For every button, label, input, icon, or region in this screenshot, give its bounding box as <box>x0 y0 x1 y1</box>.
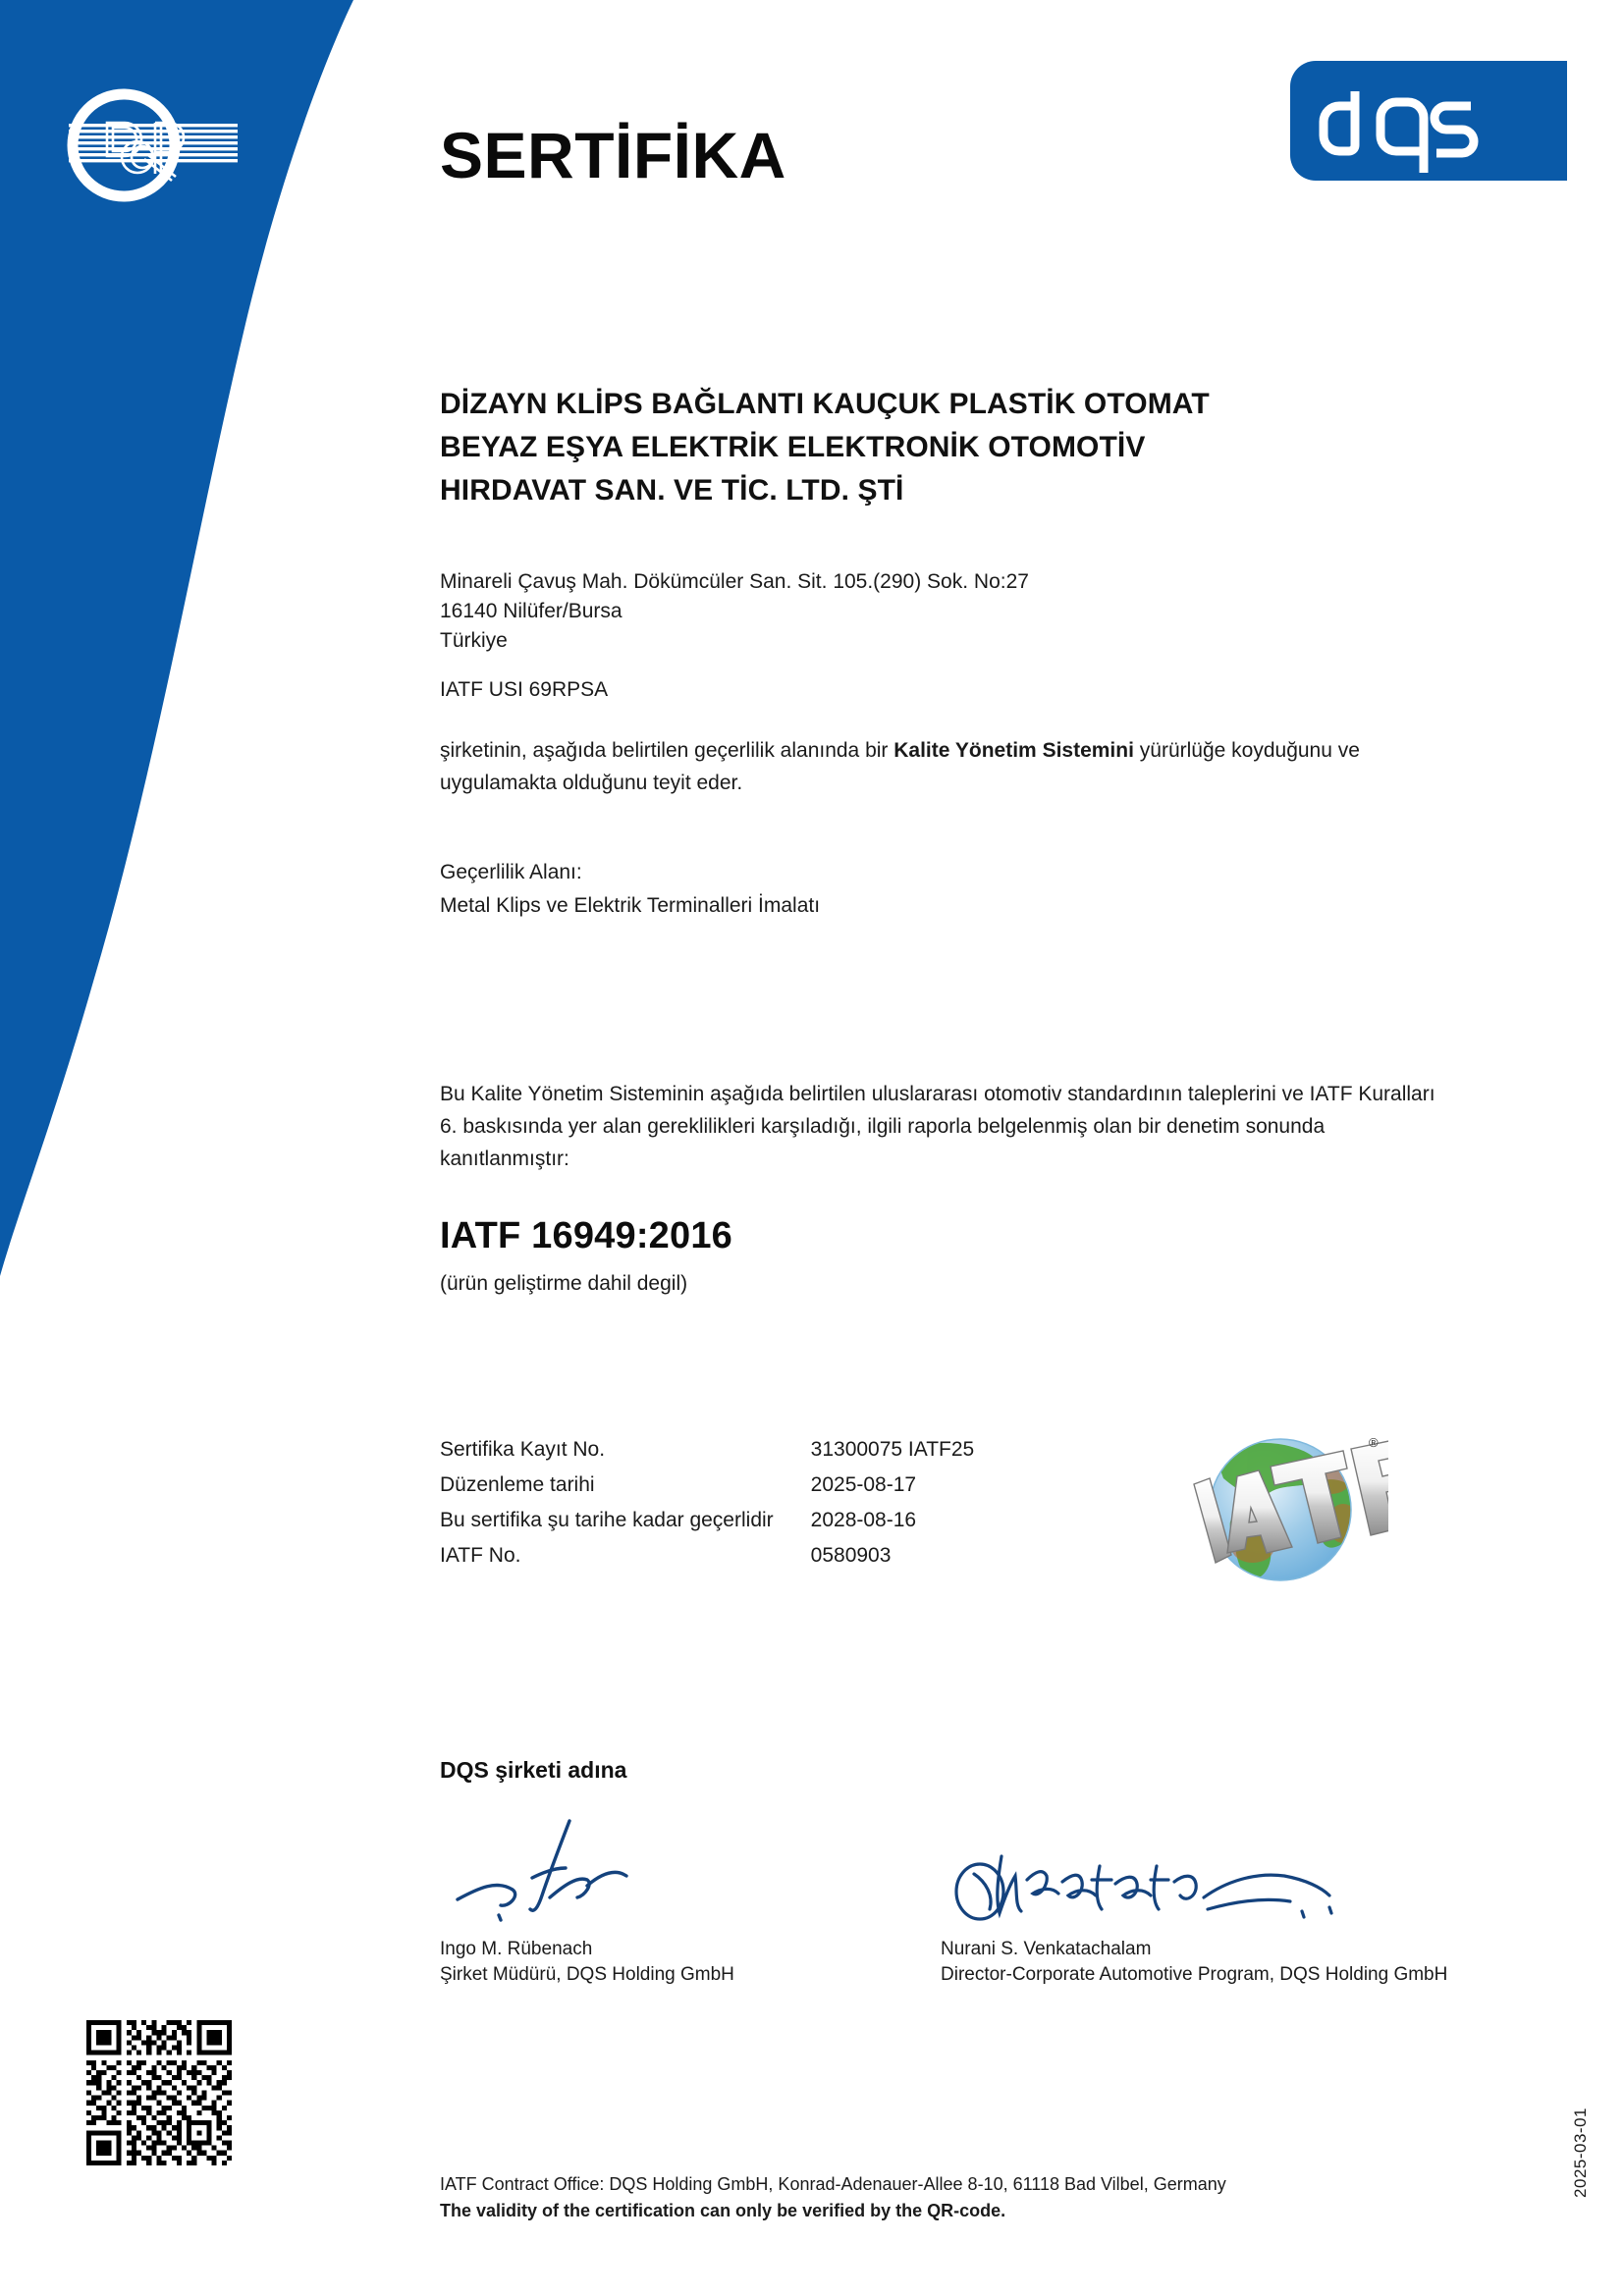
signatory-name: Nurani S. Venkatachalam <box>941 1939 1152 1959</box>
address-line: 16140 Nilüfer/Bursa <box>440 600 623 622</box>
dqs-seal-icon <box>53 77 249 214</box>
footer-validity-note: The validity of the certification can only be verified by the QR-code. <box>440 2201 1006 2220</box>
detail-label: Düzenleme tarihi <box>440 1473 595 1496</box>
detail-value: 2028-08-16 <box>810 1509 917 1531</box>
detail-value: 2025-08-17 <box>810 1473 917 1496</box>
footer <box>440 2171 1422 2224</box>
table-row <box>440 1509 974 1544</box>
detail-value: 0580903 <box>810 1544 892 1567</box>
scope-label: Geçerlilik Alanı: <box>440 861 582 883</box>
detail-label: Bu sertifika şu tarihe kadar geçerlidir <box>440 1509 774 1531</box>
signature-image-venkatachalam <box>941 1811 1530 1929</box>
revision-date: 2025-03-01 <box>1571 2108 1590 2198</box>
confirmation-paragraph <box>440 734 1382 799</box>
standard-name: IATF 16949:2016 <box>440 1215 733 1256</box>
signatory-name: Ingo M. Rübenach <box>440 1939 593 1959</box>
table-row <box>440 1473 974 1509</box>
signature-heading: DQS şirketi adına <box>440 1757 627 1783</box>
signatory-role: Director-Corporate Automotive Program, DQS Holding GmbH <box>941 1964 1448 1985</box>
proof-paragraph: Bu Kalite Yönetim Sisteminin aşağıda belirtilen uluslararası otomotiv standardının taleplerini ve IATF Kuralları 6. baskısında yer alan gereklilikleri karşıladığı, ilgili raporla belgelenmiş olan bir denetim sonunda kanıtlanmıştır: <box>440 1083 1435 1170</box>
organization-name <box>440 383 1441 512</box>
scope-text: Metal Klips ve Elektrik Terminalleri İmalatı <box>440 894 821 917</box>
address-line: Minareli Çavuş Mah. Dökümcüler San. Sit. 105.(290) Sok. No:27 <box>440 570 1029 593</box>
org-name-line: DİZAYN KLİPS BAĞLANTI KAUÇUK PLASTİK OTOMAT <box>440 388 1210 420</box>
iatf-usi: IATF USI 69RPSA <box>440 678 609 701</box>
dqs-logo <box>1290 61 1567 181</box>
signature-block-right <box>941 1811 1530 1988</box>
iatf-registered-mark: ® <box>1369 1435 1379 1450</box>
table-row <box>440 1438 974 1473</box>
footer-contract-office: IATF Contract Office: DQS Holding GmbH, Konrad-Adenauer-Allee 8-10, 61118 Bad Vilbel, Germany <box>440 2174 1226 2194</box>
detail-label: Sertifika Kayıt No. <box>440 1438 606 1461</box>
page-title: SERTİFİKA <box>440 119 786 191</box>
qr-code[interactable] <box>86 2020 232 2165</box>
certificate-details-table <box>440 1438 974 1579</box>
confirm-prefix-text: şirketinin, aşağıda belirtilen geçerlilik alanında bir <box>440 739 894 762</box>
signature-image-rubenach <box>440 1811 852 1929</box>
organization-address <box>440 567 1029 656</box>
confirm-bold-text: Kalite Yönetim Sistemini <box>893 739 1134 762</box>
org-name-line: HIRDAVAT SAN. VE TİC. LTD. ŞTİ <box>440 474 904 507</box>
detail-value: 31300075 IATF25 <box>810 1438 975 1461</box>
signatory-role: Şirket Müdürü, DQS Holding GmbH <box>440 1964 734 1985</box>
standard-note: (ürün geliştirme dahil degil) <box>440 1272 688 1295</box>
iatf-globe-icon <box>1176 1421 1388 1598</box>
signature-block-left <box>440 1811 852 1988</box>
table-row <box>440 1544 974 1579</box>
detail-label: IATF No. <box>440 1544 521 1567</box>
org-name-line: BEYAZ EŞYA ELEKTRİK ELEKTRONİK OTOMOTİV <box>440 431 1146 463</box>
confirm-suffix-text: yürürlüğe koyduğunu ve uygulamakta olduğunu teyit eder. <box>440 739 1360 794</box>
address-line: Türkiye <box>440 629 508 652</box>
